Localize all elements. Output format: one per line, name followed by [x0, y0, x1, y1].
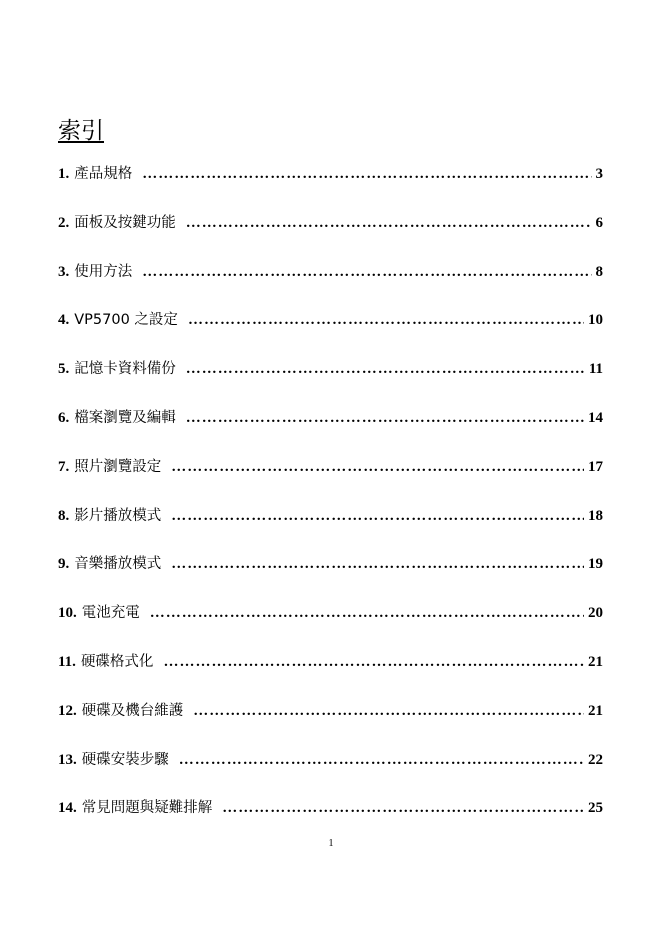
toc-entry-page: 8	[595, 263, 603, 280]
toc-entry-page: 14	[588, 409, 603, 426]
toc-entry-title: 檔案瀏覽及編輯	[74, 409, 176, 426]
toc-entry-number: 1.	[58, 166, 70, 182]
toc-leader-dots	[150, 605, 584, 622]
toc-leader-dots	[186, 215, 592, 232]
toc-entry-number: 3.	[58, 263, 70, 280]
toc-entry-title: 音樂播放模式	[74, 556, 162, 573]
toc-entry-title: 記憶卡資料備份	[74, 361, 176, 378]
toc-entry	[58, 601, 603, 650]
toc-entry-number: 7.	[58, 458, 70, 475]
toc-entry	[58, 260, 603, 309]
toc-entry-page: 21	[588, 702, 603, 719]
toc-entry-number: 9.	[58, 556, 70, 573]
toc-leader-dots	[193, 703, 584, 720]
toc-entry-page: 19	[588, 556, 603, 573]
toc-entry-title: 影片播放模式	[74, 507, 162, 524]
toc-entry-number: 11.	[58, 653, 76, 670]
toc-leader-dots	[171, 508, 584, 525]
toc-entry-number: 12.	[58, 702, 77, 719]
toc-entry	[58, 211, 603, 260]
toc-leader-dots	[186, 361, 585, 378]
toc-entry-page: 20	[588, 605, 603, 622]
toc-entry-title: 照片瀏覽設定	[74, 458, 162, 475]
toc-entry-page: 3	[595, 166, 603, 182]
toc-entry-title: 使用方法	[74, 263, 133, 280]
toc-entry-page: 6	[595, 214, 603, 231]
toc-entry-title: 面板及按鍵功能	[74, 214, 176, 231]
toc-leader-dots	[163, 654, 584, 671]
toc-entry	[58, 162, 603, 211]
toc-leader-dots	[179, 752, 584, 769]
toc-entry-title: 電池充電	[81, 605, 140, 622]
toc-entry-title: 硬碟格式化	[80, 653, 154, 670]
toc-entry	[58, 455, 603, 504]
toc-leader-dots	[142, 166, 591, 183]
index-title: 索引	[58, 118, 104, 144]
toc-leader-dots	[171, 556, 584, 573]
toc-entry-title: 硬碟及機台維護	[81, 702, 184, 719]
toc-entry-title: 產品規格	[74, 166, 133, 182]
toc-leader-dots	[186, 410, 584, 427]
toc-entry-page: 21	[588, 653, 603, 670]
table-of-contents	[58, 162, 603, 845]
toc-entry-title: VP5700 之設定	[74, 312, 178, 329]
toc-entry-title: 常見問題與疑難排解	[81, 800, 213, 817]
toc-entry-page: 17	[588, 458, 603, 475]
toc-entry-number: 5.	[58, 361, 70, 378]
toc-entry	[58, 650, 603, 699]
toc-entry-page: 10	[588, 312, 603, 329]
toc-entry-title: 硬碟安裝步驟	[81, 751, 169, 768]
toc-entry-page: 25	[588, 800, 603, 817]
toc-entry	[58, 748, 603, 797]
toc-entry-number: 10.	[58, 605, 77, 622]
toc-entry-number: 14.	[58, 800, 77, 817]
toc-entry	[58, 308, 603, 357]
toc-entry-number: 6.	[58, 409, 70, 426]
toc-entry-page: 18	[588, 507, 603, 524]
toc-entry-page: 22	[588, 751, 603, 768]
toc-leader-dots	[188, 312, 584, 329]
toc-leader-dots	[142, 264, 591, 281]
toc-entry	[58, 699, 603, 748]
toc-entry	[58, 504, 603, 553]
toc-leader-dots	[171, 459, 584, 476]
toc-entry-number: 13.	[58, 751, 77, 768]
toc-leader-dots	[222, 800, 584, 817]
toc-entry-number: 4.	[58, 312, 70, 329]
toc-entry	[58, 357, 603, 406]
toc-entry-number: 8.	[58, 507, 70, 524]
toc-entry-page: 11	[588, 361, 603, 378]
page-number: 1	[328, 838, 334, 849]
toc-entry	[58, 406, 603, 455]
toc-entry-number: 2.	[58, 214, 70, 231]
toc-entry	[58, 552, 603, 601]
